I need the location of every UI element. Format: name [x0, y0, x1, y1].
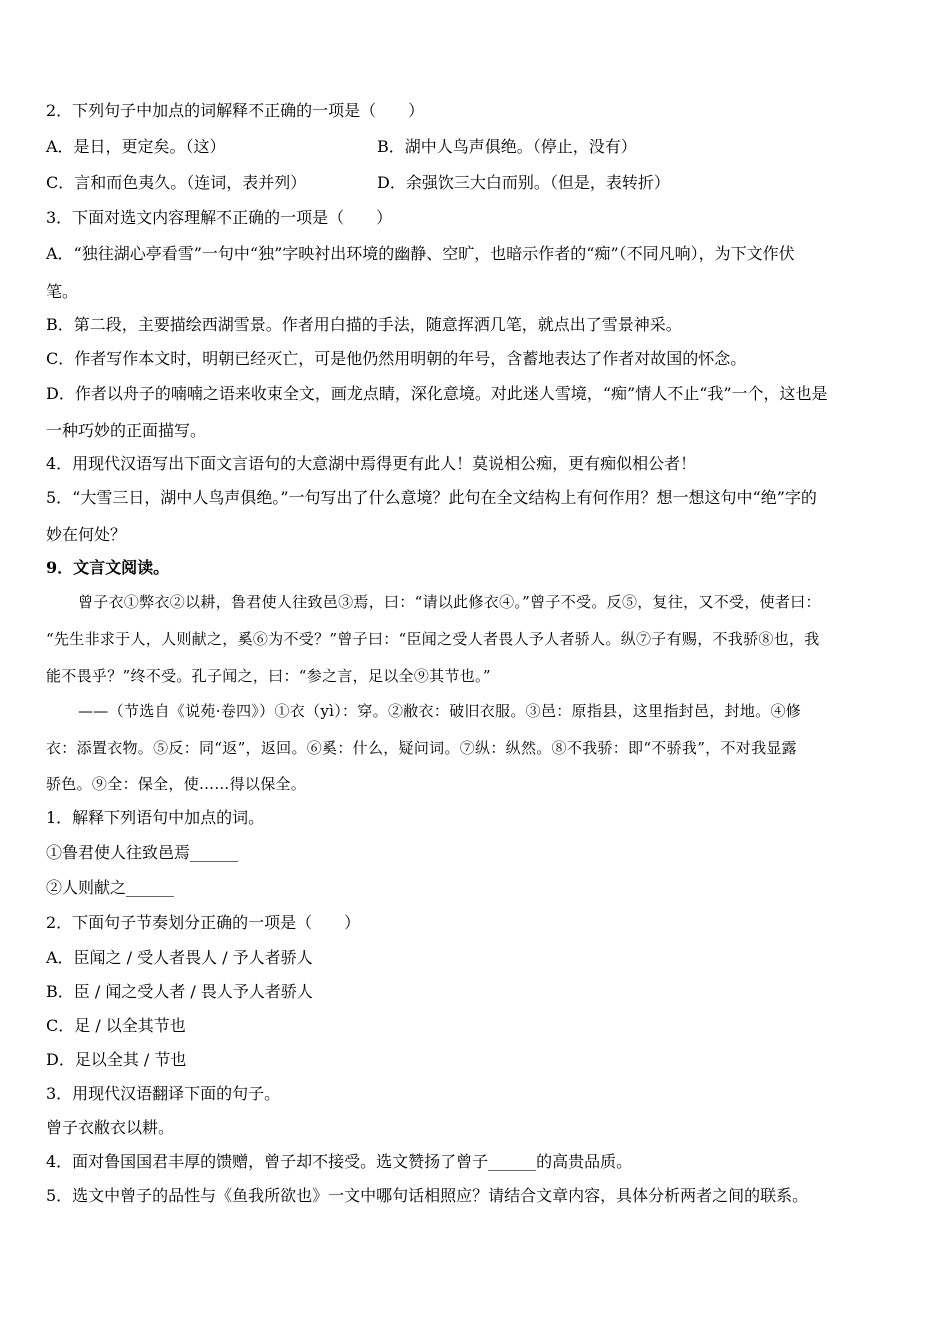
question-3: 3．下面对选文内容理解不正确的一项是（ ） [46, 208, 393, 227]
option-2c: C．言和而色夷久。（连词，表并列） [46, 173, 307, 192]
question-4: 4．用现代汉语写出下面文言语句的大意湖中焉得更有此人！莫说相公痴，更有痴似相公者！ [46, 454, 697, 473]
sub-option-2c: C．足 / 以全其节也 [46, 1016, 186, 1035]
sub-question-1a: ①鲁君使人往致邑焉______ [46, 843, 239, 862]
sub-question-3: 3．用现代汉语翻译下面的句子。 [46, 1084, 281, 1103]
section-9-title: 9．文言文阅读。 [46, 558, 170, 577]
option-3d-line2: 一种巧妙的正面描写。 [46, 421, 207, 440]
question-5-line2: 妙在何处？ [46, 525, 127, 544]
option-3d-line1: D．作者以舟子的喃喃之语来收束全文，画龙点睛，深化意境。对此迷人雪境，“痴”情人不止“我”一个，这也是 [46, 384, 828, 403]
sub-question-2: 2．下面句子节奏划分正确的一项是（ ） [46, 913, 361, 932]
sub-question-1: 1．解释下列语句中加点的词。 [46, 808, 265, 827]
note-line3: 骄色。⑨全：保全，使……得以保全。 [46, 775, 307, 793]
sub-option-2d: D．足以全其 / 节也 [46, 1050, 187, 1069]
sub-question-3-sentence: 曾子衣敝衣以耕。 [46, 1118, 175, 1137]
option-2d: D．余强饮三大白而别。（但是，表转折） [377, 173, 670, 192]
option-3a-line2: 笔。 [46, 282, 79, 301]
passage-line3: 能不畏乎？”终不受。孔子闻之，曰：“参之言，足以全⑨其节也。” [46, 667, 491, 685]
passage-line2: “先生非求于人，人则献之，奚⑥为不受？”曾子曰：“臣闻之受人者畏人予人者骄人。纵⑦子有赐，不我骄⑧也，我 [46, 630, 820, 648]
sub-question-1b: ②人则献之______ [46, 878, 175, 897]
passage-line1: 曾子衣①弊衣②以耕，鲁君使人往致邑③焉，曰：“请以此修衣④。”曾子不受。反⑤，复往，又不受，使者曰： [78, 593, 821, 611]
option-2a: A．是日，更定矣。（这） [46, 137, 226, 156]
note-line1: ——（节选自《说苑·卷四》）①衣（yì）：穿。②敝衣：破旧衣服。③邑：原指县，这里指封邑，封地。④修 [78, 702, 802, 720]
option-3b: B．第二段，主要描绘西湖雪景。作者用白描的手法，随意挥洒几笔，就点出了雪景神采。 [46, 315, 682, 334]
option-3c: C．作者写作本文时，明朝已经灭亡，可是他仍然用明朝的年号，含蓄地表达了作者对故国的怀念。 [46, 349, 747, 368]
sub-option-2a: A．臣闻之 / 受人者畏人 / 予人者骄人 [46, 948, 313, 967]
question-5-line1: 5．“大雪三日，湖中人鸟声俱绝。”一句写出了什么意境？此句在全文结构上有何作用？想一想这句中“绝”字的 [46, 488, 817, 507]
note-line2: 衣：添置衣物。⑤反：同“返”，返回。⑥奚：什么，疑问词。⑦纵：纵然。⑧不我骄：即“不骄我”，不对我显露 [46, 739, 797, 757]
sub-option-2b: B．臣 / 闻之受人者 / 畏人予人者骄人 [46, 982, 313, 1001]
option-3a-line1: A．“独往湖心亭看雪”一句中“独”字映衬出环境的幽静、空旷，也暗示作者的“痴”（不同凡响），为下文作伏 [46, 244, 795, 263]
sub-question-4: 4．面对鲁国国君丰厚的馈赠，曾子却不接受。选文赞扬了曾子______的高贵品质。 [46, 1152, 633, 1171]
option-2b: B．湖中人鸟声俱绝。（停止，没有） [377, 137, 637, 156]
sub-question-5: 5．选文中曾子的品性与《鱼我所欲也》一文中哪句话相照应？请结合文章内容，具体分析两者之间的联系。 [46, 1186, 809, 1205]
question-2: 2．下列句子中加点的词解释不正确的一项是（ ） [46, 101, 425, 120]
